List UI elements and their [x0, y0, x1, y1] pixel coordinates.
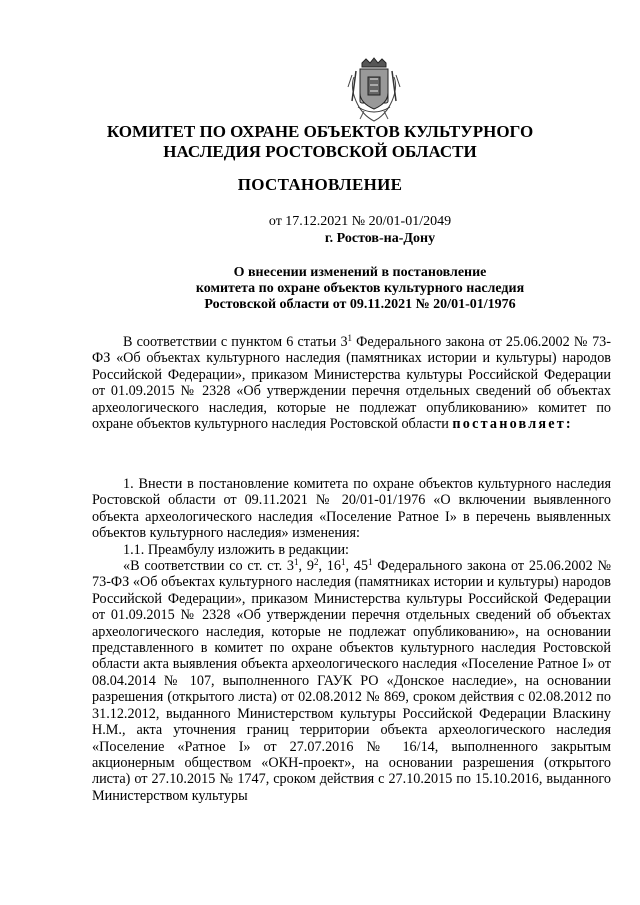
quoted-preamble [92, 558, 611, 804]
preamble-paragraph [92, 334, 611, 432]
preamble-text-a: В соответствии с пунктом 6 статьи 3 [123, 334, 348, 350]
quote-text-c: , 16 [318, 558, 341, 575]
coat-of-arms-icon [346, 57, 402, 123]
document-city: г. Ростов-на-Дону [324, 231, 436, 246]
document-type: ПОСТАНОВЛЕНИЕ [237, 175, 403, 194]
item-1-1: 1.1. Преамбулу изложить в редакции: [123, 541, 349, 558]
preamble-superscript: 1 [347, 333, 353, 343]
quote-text-d: , 45 [345, 558, 368, 575]
resolves-keyword: постановляет: [452, 416, 573, 433]
quote-sup-1: 1 [294, 557, 299, 568]
subject-line3: Ростовской области от 09.11.2021 № 20/01-01/1976 [204, 297, 516, 312]
subject-line2: комитета по охране объектов культурного наследия [195, 281, 525, 296]
organization-title-line1: КОМИТЕТ ПО ОХРАНЕ ОБЪЕКТОВ КУЛЬТУРНОГО [106, 122, 534, 141]
organization-title [0, 122, 640, 162]
quote-sup-4: 1 [367, 557, 373, 568]
document-date-number: от 17.12.2021 № 20/01-01/2049 [268, 214, 452, 229]
quote-sup-2: 2 [313, 557, 319, 568]
quote-text-e: Федерального закона от 25.06.2002 № 73-ФЗ «Об объектах культурного наследия (памятниках истории и культуры) народов Российской Федерации», приказом Министерства культуры Российской Федерации от 01.09.2015 № 2328 «Об утверждении перечня отдельных сведений об объектах археологического наследия, которые не подлежат опубликованию», на основании представленного в комитет по охране объектов культурного наследия Ростовской области акта выявления объекта археологического наследия «Поселение Ратное I» от 08.04.2014 № 107, выполненного ГАУК РО «Донское наследие», на основании разрешения (открытого листа) от 02.08.2012 № 869, сроком действия с 02.08.2012 по 31.12.2012, выданного Министерством культуры Российской Федерации Власкину Н.М., акта уточнения границ территории объекта археологического наследия «Поселение «Ратное I» от 27.07.2016 № 16/14, выполненного закрытым акционерным обществом «ОКН-проект», на основании разрешения (открытого листа) от 27.10.2015 № 1747, сроком действия с 27.10.2015 по 15.10.2016, выданного Министерством культуры [92, 558, 612, 804]
document-subject [40, 265, 640, 313]
preamble-text-b: Федерального закона от 25.06.2002 № 73-ФЗ «Об объектах культурного наследия (памятниках истории и культуры) народов Российской Федерации», приказом Министерства культуры Российской Федерации от 01.09.2015 № 2328 «Об утверждении перечня отдельных сведений об объектах археологического наследия, которые не подлежат опубликованию» комитет по охране объектов культурного наследия Ростовской области [92, 334, 611, 433]
quote-text-b: , 9 [298, 558, 314, 575]
preamble [92, 334, 611, 432]
quote-sup-3: 1 [340, 557, 346, 568]
item-1: 1. Внести в постановление комитета по охране объектов культурного наследия Ростовской области от 09.11.2021 № 20/01-01/1976 «О включении выявленного объекта археологического наследия «Поселение Ратное I» в перечень выявленных объектов культурного наследия» изменения: [92, 476, 611, 542]
resolution-items [92, 476, 611, 804]
subject-line1: О внесении изменений в постановление [233, 265, 487, 280]
quote-text-a: «В соответствии со ст. ст. 3 [123, 558, 295, 575]
organization-title-line2: НАСЛЕДИЯ РОСТОВСКОЙ ОБЛАСТИ [163, 142, 477, 161]
